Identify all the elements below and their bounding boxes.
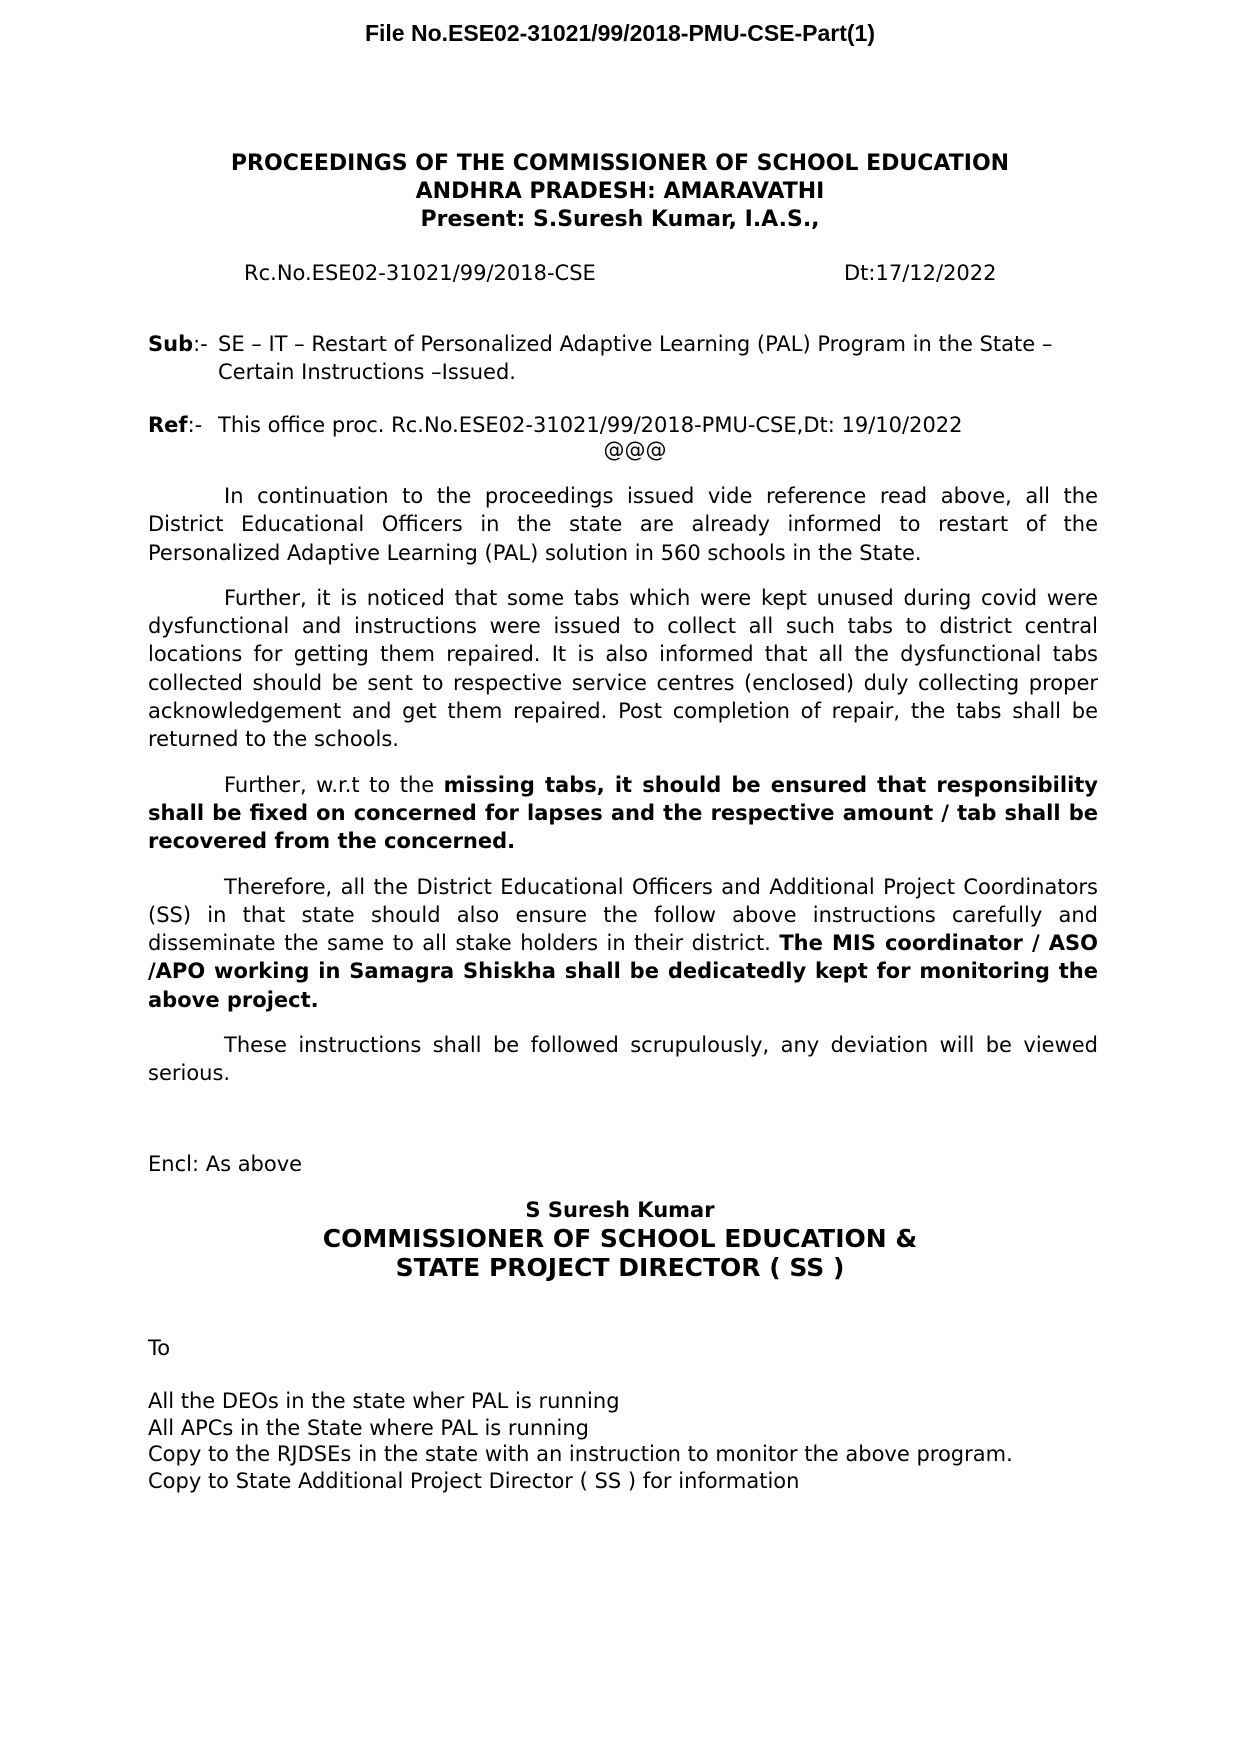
recipient-item: Copy to State Additional Project Director ( SS ) for information xyxy=(148,1468,800,1493)
header-line-2: ANDHRA PRADESH: AMARAVATHI xyxy=(415,179,825,204)
file-number: File No.ESE02-31021/99/2018-PMU-CSE-Part(1) xyxy=(364,20,876,46)
signatory-name: S Suresh Kumar xyxy=(525,1198,715,1222)
enclosure-note: Encl: As above xyxy=(148,1152,303,1176)
subject-block xyxy=(148,330,1098,386)
reference-text: This office proc. Rc.No.ESE02-31021/99/2018-PMU-CSE,Dt: 19/10/2022 xyxy=(218,413,963,437)
section-separator: @@@ xyxy=(603,438,667,462)
recipient-item: All APCs in the State where PAL is running xyxy=(148,1415,589,1440)
rc-date: Dt:17/12/2022 xyxy=(844,261,997,285)
reference-block xyxy=(148,411,1098,439)
subject-label: Sub:- xyxy=(148,332,208,356)
rc-number: Rc.No.ESE02-31021/99/2018-CSE xyxy=(244,261,596,285)
document-body xyxy=(148,482,1098,1105)
recipient-list xyxy=(148,1388,1148,1494)
paragraph-4: Therefore, all the District Educational Officers and Additional Project Coordinators (SS) in that state should also ensure the follow above instructions carefully and disseminate the same to all stake holders in their district. The MIS coordinator / ASO /APO working in Samagra Shiskha shall be dedicatedly kept for monitoring the above project. xyxy=(148,874,1098,1012)
proceedings-header xyxy=(0,150,1240,234)
header-line-1: PROCEEDINGS OF THE COMMISSIONER OF SCHOOL EDUCATION xyxy=(230,151,1010,176)
paragraph-2: Further, it is noticed that some tabs which were kept unused during covid were dysfunctional and instructions were issued to collect all such tabs to district central locations for getting them repaired. It is also informed that all the dysfunctional tabs collected should be sent to respective service centres (enclosed) duly collecting proper acknowledgement and get them repaired. Post completion of repair, the tabs shall be returned to the schools. xyxy=(148,585,1098,752)
reference-label: Ref:- xyxy=(148,413,203,437)
to-label: To xyxy=(148,1336,171,1360)
signatory-title-2: STATE PROJECT DIRECTOR ( SS ) xyxy=(395,1253,845,1282)
subject-text: SE – IT – Restart of Personalized Adaptive Learning (PAL) Program in the State – Certain Instructions –Issued. xyxy=(218,332,1053,384)
signature-block xyxy=(0,1196,1240,1282)
paragraph-3: Further, w.r.t to the missing tabs, it should be ensured that responsibility shall be fixed on concerned for lapses and the respective amount / tab shall be recovered from the concerned. xyxy=(148,772,1098,854)
signatory-title-1: COMMISSIONER OF SCHOOL EDUCATION & xyxy=(322,1224,918,1253)
recipient-item: Copy to the RJDSEs in the state with an instruction to monitor the above program. xyxy=(148,1442,1013,1466)
header-line-3: Present: S.Suresh Kumar, I.A.S., xyxy=(420,207,820,232)
paragraph-5: These instructions shall be followed scrupulously, any deviation will be viewed serious. xyxy=(148,1033,1098,1086)
paragraph-1: In continuation to the proceedings issued vide reference read above, all the District Educational Officers in the state are already informed to restart of the Personalized Adaptive Learning (PAL) solution in 560 schools in the State. xyxy=(148,484,1098,565)
recipient-item: All the DEOs in the state wher PAL is running xyxy=(148,1389,620,1413)
